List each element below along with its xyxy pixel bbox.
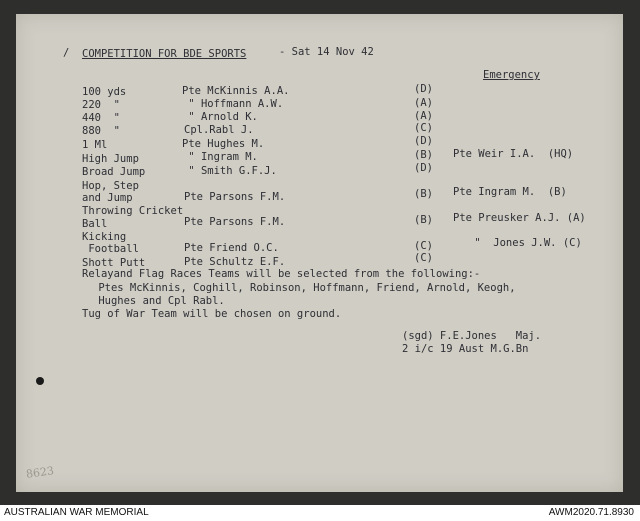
unit-code: (D) xyxy=(414,83,433,95)
signature-line: (sgd) F.E.Jones Maj. xyxy=(402,330,542,342)
event-label: Ball xyxy=(82,218,108,230)
pencil-annotation: 8623 xyxy=(25,464,55,481)
signature-line: 2 i/c 19 Aust M.G.Bn xyxy=(402,343,529,355)
competitor-name: Cpl.Rabl J. xyxy=(184,124,254,136)
unit-code: (D) xyxy=(414,135,433,147)
footer-institution: AUSTRALIAN WAR MEMORIAL xyxy=(4,507,149,518)
competitor-name: " Hoffmann A.W. xyxy=(182,98,284,110)
unit-code: (C) xyxy=(414,252,433,264)
relay-line: Hughes and Cpl Rabl. xyxy=(92,295,225,307)
event-label: Broad Jump xyxy=(82,166,146,178)
competitor-name: Pte Hughes M. xyxy=(182,138,265,150)
emergency-entry: Pte Preusker A.J. (A) xyxy=(453,212,586,224)
event-label: High Jump xyxy=(82,153,139,165)
tug-of-war-line: Tug of War Team will be chosen on ground. xyxy=(82,308,342,320)
competitor-name: Pte McKinnis A.A. xyxy=(182,85,290,97)
margin-mark: / xyxy=(63,47,70,59)
relay-line: Ptes McKinnis, Coghill, Robinson, Hoffmann, Friend, Arnold, Keogh, xyxy=(92,282,516,294)
unit-code: (D) xyxy=(414,162,433,174)
unit-code: (C) xyxy=(414,240,433,252)
unit-code: (B) xyxy=(414,214,433,226)
event-label: Kicking xyxy=(82,231,127,243)
emergency-heading: Emergency xyxy=(483,69,540,81)
event-label: 1 Ml xyxy=(82,139,108,151)
competitor-name: Pte Schultz E.F. xyxy=(184,256,286,268)
event-label: Hop, Step xyxy=(82,180,139,192)
event-label: 100 yds xyxy=(82,86,127,98)
competitor-name: Pte Friend O.C. xyxy=(184,242,279,254)
unit-code: (A) xyxy=(414,97,433,109)
emergency-entry: Pte Weir I.A. (HQ) xyxy=(453,148,574,160)
event-label: 440 " xyxy=(82,112,120,124)
emergency-entry: Pte Ingram M. (B) xyxy=(453,186,567,198)
competitor-name: " Ingram M. xyxy=(182,151,258,163)
document-date: - Sat 14 Nov 42 xyxy=(279,46,374,58)
emergency-entry: " Jones J.W. (C) xyxy=(468,237,582,249)
competitor-name: " Smith G.F.J. xyxy=(182,165,277,177)
event-label: Shott Putt xyxy=(82,257,146,269)
competitor-name: " Arnold K. xyxy=(182,111,258,123)
event-label: Football xyxy=(82,243,139,255)
footer-catalog-id: AWM2020.71.8930 xyxy=(548,507,634,518)
archive-footer xyxy=(0,505,640,521)
document-title: COMPETITION FOR BDE SPORTS xyxy=(82,48,247,60)
event-label: Throwing Cricket xyxy=(82,205,184,217)
punch-hole xyxy=(36,377,44,385)
relay-line: Relayand Flag Races Teams will be selected from the following:- xyxy=(82,268,481,280)
unit-code: (A) xyxy=(414,110,433,122)
competitor-name: Pte Parsons F.M. xyxy=(184,216,286,228)
unit-code: (C) xyxy=(414,122,433,134)
event-label: 220 " xyxy=(82,99,120,111)
typed-document xyxy=(16,14,623,492)
event-label: and Jump xyxy=(82,192,133,204)
unit-code: (B) xyxy=(414,149,433,161)
event-label: 880 " xyxy=(82,125,120,137)
competitor-name: Pte Parsons F.M. xyxy=(184,191,286,203)
paper-sheet xyxy=(16,14,623,492)
unit-code: (B) xyxy=(414,188,433,200)
